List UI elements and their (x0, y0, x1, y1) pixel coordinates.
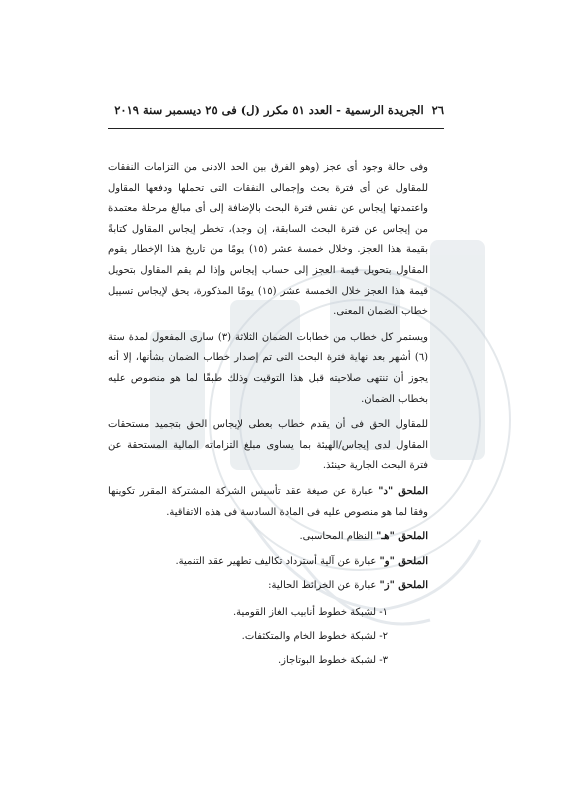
annex-z-heading: الملحق "ز" (379, 580, 428, 592)
annex-h-heading: الملحق "هـ" (376, 531, 428, 543)
page-number: ٢٦ (431, 103, 444, 117)
paragraph-deficit: وفى حالة وجود أى عجز (وهو الفرق بين الحد الادنى من التزامات النفقات للمقاول عن أى فترة بحث وإجمالى النفقات التى تحملها ودفعها المقاول واعتمدتها إيجاس عن نفس فترة البحث بالإضافة إلى أى مبالغ مرحلة معتمدة من إيجاس عن فترة البحث السابقة، إن وجد)، تخطر إيجاس المقاول كتابةً بقيمة هذا العجز. وخلال خمسة عشر (١٥) يومًا من تاريخ هذا الإخطار يقوم المقاول بتحويل قيمة العجز إلى حساب إيجاس وإذا لم يقم المقاول بتحويل قيمة هذا العجز خلال الخمسة عشر (١٥) يومًا المذكورة، يحق لإيجاس تسييل خطاب الضمان المعنى. (108, 162, 429, 318)
annex-h-text: النظام المحاسبى. (299, 531, 377, 543)
annex-d-heading: الملحق "د" (378, 485, 428, 497)
annex-z-text: عبارة عن الخرائط الحالية: (268, 580, 380, 592)
annex-w (108, 552, 428, 573)
maps-list (108, 601, 428, 673)
list-item: ٢- لشبكة خطوط الخام والمتكثفات. (241, 630, 388, 642)
annex-z (108, 576, 428, 597)
paragraph-guarantee-validity: ويستمر كل خطاب من خطابات الضمان الثلاثة (٣) سارى المفعول لمدة ستة (٦) أشهر بعد نهاية فترة البحث التى تم إصدار خطاب الضمان بشأنها، إلا أنه يجوز أن تنتهى صلاحيته قبل هذا التوقيت وذلك طبقًا لما هو منصوص عليه بخطاب الضمان. (108, 331, 428, 405)
annex-w-text: عبارة عن آلية أسترداد تكاليف تطهير عقد التنمية. (175, 555, 380, 567)
document-body (108, 158, 428, 673)
annex-d (108, 482, 428, 523)
list-item: ٣- لشبكة خطوط البوتاجاز. (277, 654, 388, 666)
header-divider (108, 128, 444, 129)
list-item: ١- لشبكة خطوط أنابيب الغاز القومية. (232, 606, 388, 618)
annex-w-heading: الملحق "و" (379, 555, 428, 567)
paragraph-contractor-right: للمقاول الحق فى أن يقدم خطاب بعطى لإيجاس الحق بتجميد مستحقات المقاول لدى إيجاس/الهيئة بما يساوى مبلغ التزاماته المالية المستحقة عن فترة البحث الجارية حينئذ. (108, 419, 428, 472)
annex-h (108, 527, 428, 548)
page-header (108, 103, 444, 117)
gazette-title: الجريدة الرسمية - العدد ٥١ مكرر (ل) فى ٢٥ ديسمبر سنة ٢٠١٩ (114, 103, 424, 117)
annex-d-text: عبارة عن صيغة عقد تأسيس الشركة المشتركة المقرر تكوينها وفقا لما هو منصوص عليه فى المادة السادسة فى هذه الاتفاقية. (108, 485, 428, 518)
